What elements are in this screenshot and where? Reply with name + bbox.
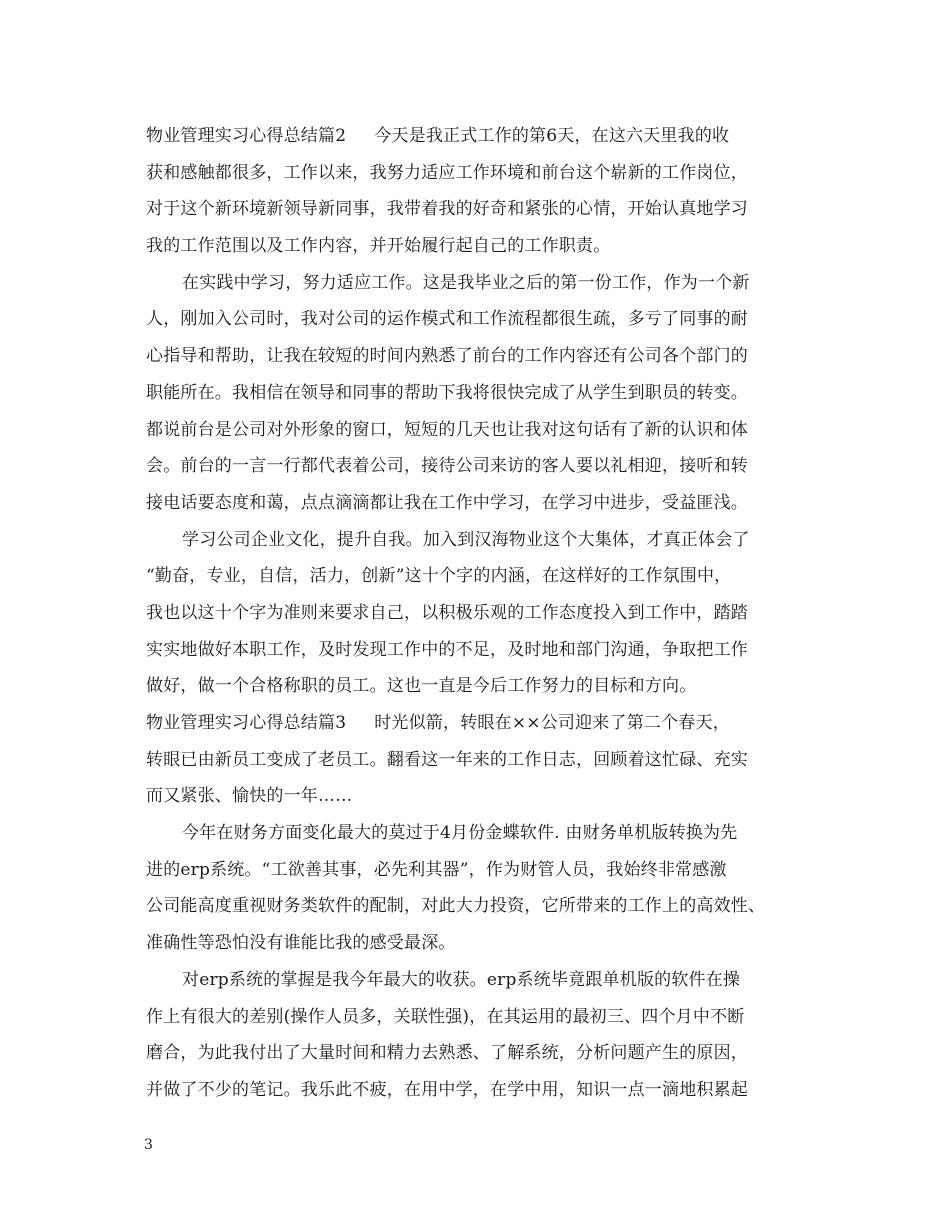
section-heading: 物业管理实习心得总结篇3 <box>146 713 347 733</box>
text-line <box>146 375 806 412</box>
line-text: 今年在财务方面变化最大的莫过于4月份金蝶软件. 由财务单机版转换为先 <box>182 823 738 844</box>
line-text: 而又紧张、愉快的一年…… <box>146 786 353 807</box>
text-line <box>146 448 806 485</box>
line-text: 作上有很大的差别(操作人员多，关联性强)，在其运用的最初三、四个月中不断 <box>146 1006 745 1027</box>
line-text: 学习公司企业文化，提升自我。加入到汉海物业这个大集体，才真正体会了 <box>182 529 750 550</box>
line-text: 都说前台是公司对外形象的窗口，短短的几天也让我对这句话有了新的认识和体 <box>146 419 748 440</box>
text-line <box>146 632 806 669</box>
line-text: “勤奋，专业，自信，活力，创新”这十个字的内涵，在这样好的工作氛围中， <box>146 566 732 587</box>
text-line <box>146 1035 806 1072</box>
line-text: 人，刚加入公司时，我对公司的运作模式和工作流程都很生疏，多亏了同事的耐 <box>146 309 748 330</box>
text-line <box>146 778 806 815</box>
text-line <box>146 338 806 375</box>
text-line <box>146 191 806 228</box>
text-line <box>146 522 806 559</box>
line-text: 我也以这十个字为准则来要求自己，以积极乐观的工作态度投入到工作中，踏踏 <box>146 602 748 623</box>
text-line <box>146 301 806 338</box>
line-text: 进的erp系统。“工欲善其事，必先利其器”，作为财管人员，我始终非常感激 <box>146 859 727 880</box>
line-text: 职能所在。我相信在领导和同事的帮助下我将很快完成了从学生到职员的转变。 <box>146 382 748 403</box>
body-text <box>146 118 806 1109</box>
line-text: 并做了不少的笔记。我乐此不疲，在用中学，在学中用，知识一点一滴地积累起 <box>146 1079 748 1100</box>
line-text: 准确性等恐怕没有谁能比我的感受最深。 <box>146 933 456 954</box>
text-line <box>146 815 806 852</box>
text-line <box>146 742 806 779</box>
line-text: 接电话要态度和蔼，点点滴滴都让我在工作中学习，在学习中进步，受益匪浅。 <box>146 492 748 513</box>
text-line <box>146 888 806 925</box>
line-text: 对于这个新环境新领导新同事，我带着我的好奇和紧张的心情，开始认真地学习 <box>146 199 748 220</box>
line-text: 公司能高度重视财务类软件的配制，对此大力投资，它所带来的工作上的高效性、 <box>146 896 766 917</box>
text-line <box>146 999 806 1036</box>
line-text: 转眼已由新员工变成了老员工。翻看这一年来的工作日志，回顾着这忙碌、充实 <box>146 749 748 770</box>
text-line <box>146 925 806 962</box>
text-line <box>146 155 806 192</box>
text-line <box>146 705 806 742</box>
line-text: 会。前台的一言一行都代表着公司，接待公司来访的客人要以礼相迎，接听和转 <box>146 456 748 477</box>
text-line <box>146 595 806 632</box>
line-text: 时光似箭，转眼在××公司迎来了第二个春天， <box>374 713 730 733</box>
line-text: 我的工作范围以及工作内容，并开始履行起自己的工作职责。 <box>146 236 611 257</box>
text-line <box>146 962 806 999</box>
text-line <box>146 485 806 522</box>
line-text: 在实践中学习，努力适应工作。这是我毕业之后的第一份工作，作为一个新 <box>182 272 750 293</box>
text-line <box>146 1072 806 1109</box>
page-number: 3 <box>144 1137 153 1153</box>
line-text: 对erp系统的掌握是我今年最大的收获。erp系统毕竟跟单机版的软件在操 <box>182 969 741 990</box>
line-text: 磨合，为此我付出了大量时间和精力去熟悉、了解系统，分析问题产生的原因， <box>146 1043 748 1064</box>
text-line <box>146 852 806 889</box>
text-line <box>146 265 806 302</box>
text-line <box>146 118 806 155</box>
text-line <box>146 668 806 705</box>
text-line <box>146 412 806 449</box>
text-line <box>146 228 806 265</box>
line-text: 做好，做一个合格称职的员工。这也一直是今后工作努力的目标和方向。 <box>146 676 697 697</box>
line-text: 心指导和帮助，让我在较短的时间内熟悉了前台的工作内容还有公司各个部门的 <box>146 346 748 367</box>
text-line <box>146 558 806 595</box>
section-heading: 物业管理实习心得总结篇2 <box>146 126 347 146</box>
line-text: 获和感触都很多，工作以来，我努力适应工作环境和前台这个崭新的工作岗位， <box>146 162 748 183</box>
line-text: 实实地做好本职工作，及时发现工作中的不足，及时地和部门沟通，争取把工作 <box>146 639 748 660</box>
line-text: 今天是我正式工作的第6天，在这六天里我的收 <box>374 126 730 146</box>
